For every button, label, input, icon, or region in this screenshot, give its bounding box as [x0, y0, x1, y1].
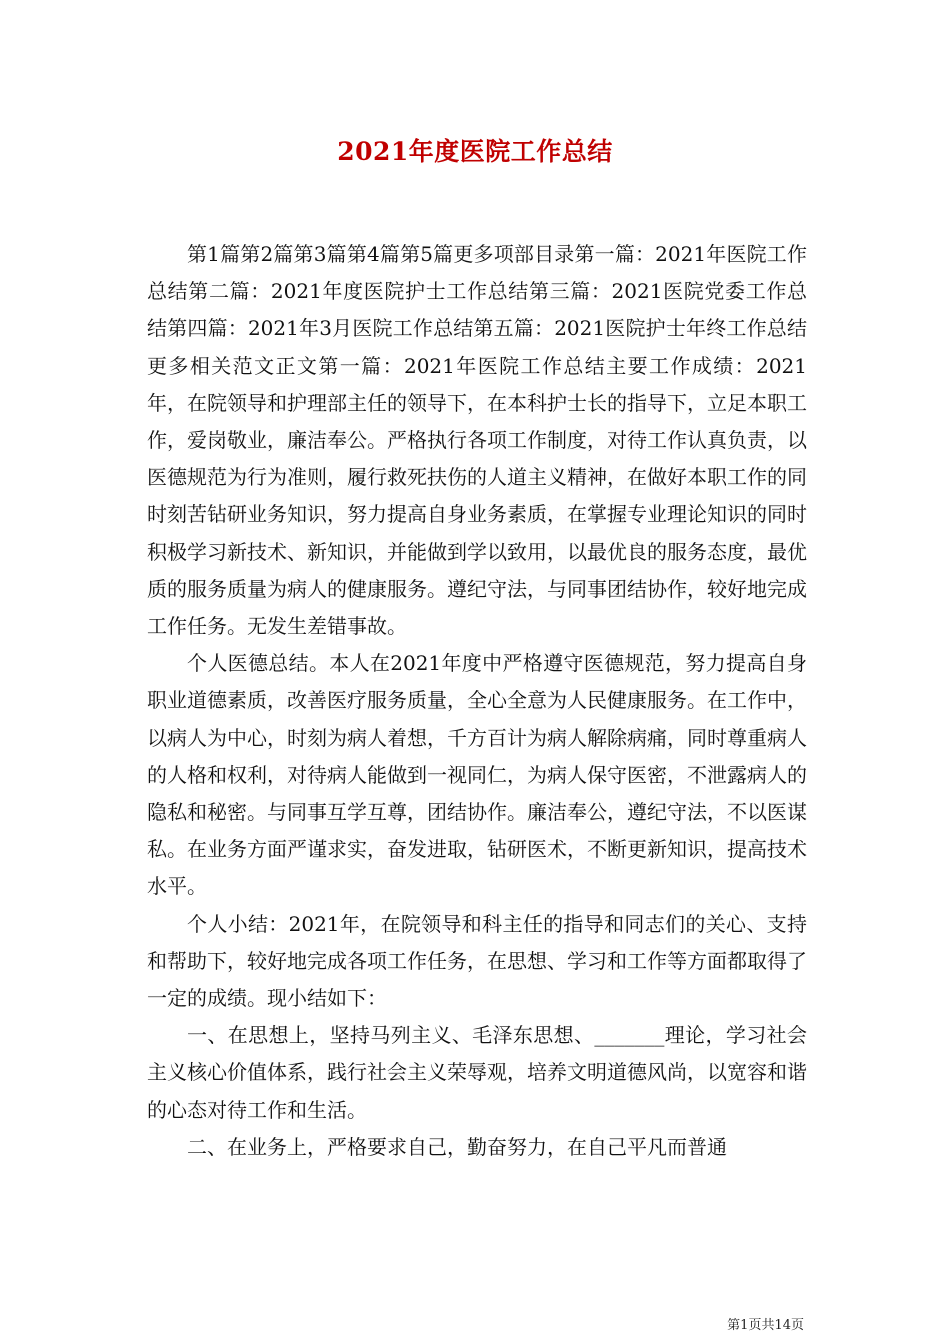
document-title: 2021年度医院工作总结 — [337, 137, 613, 166]
page-number-footer: 第1页共14页 — [727, 1318, 804, 1333]
document-body — [147, 236, 807, 1166]
paragraph: 二、在业务上，严格要求自己，勤奋努力，在自己平凡而普通 — [187, 1134, 727, 1159]
paragraph: 一、在思想上，坚持马列主义、毛泽东思想、_______理论，学习社会主义核心价值体系，践行社会主义荣辱观，培养文明道德风尚，以宽容和谐的心态对待工作和生活。 — [147, 1023, 807, 1122]
paragraph: 个人小结：2021年，在院领导和科主任的指导和同志们的关心、支持和帮助下，较好地完成各项工作任务，在思想、学习和工作等方面都取得了一定的成绩。现小结如下： — [147, 911, 807, 1011]
paragraph: 个人医德总结。本人在2021年度中严格遵守医德规范，努力提高自身职业道德素质，改善医疗服务质量，全心全意为人民健康服务。在工作中，以病人为中心，时刻为病人着想，千方百计为病人解除病痛，同时尊重病人的人格和权利，对待病人能做到一视同仁，为病人保守医密，不泄露病人的隐私和秘密。与同事互学互尊，团结协作。廉洁奉公，遵纪守法，不以医谋私。在业务方面严谨求实，奋发进取，钻研医术，不断更新知识，提高技术水平。 — [147, 651, 807, 899]
paragraph: 第1篇第2篇第3篇第4篇第5篇更多项部目录第一篇：2021年医院工作总结第二篇：2021年度医院护士工作总结第三篇：2021医院党委工作总结第四篇：2021年3月医院工作总结第五篇：2021医院护士年终工作总结更多相关范文正文第一篇：2021年医院工作总结主要工作成绩：2021年，在院领导和护理部主任的领导下，在本科护士长的指导下，立足本职工作，爱岗敬业，廉洁奉公。严格执行各项工作制度，对待工作认真负责，以医德规范为行为准则，履行救死扶伤的人道主义精神，在做好本职工作的同时刻苦钻研业务知识，努力提高自身业务素质，在掌握专业理论知识的同时积极学习新技术、新知识，并能做到学以致用，以最优良的服务态度，最优质的服务质量为病人的健康服务。遵纪守法，与同事团结协作，较好地完成工作任务。无发生差错事故。 — [147, 242, 807, 639]
